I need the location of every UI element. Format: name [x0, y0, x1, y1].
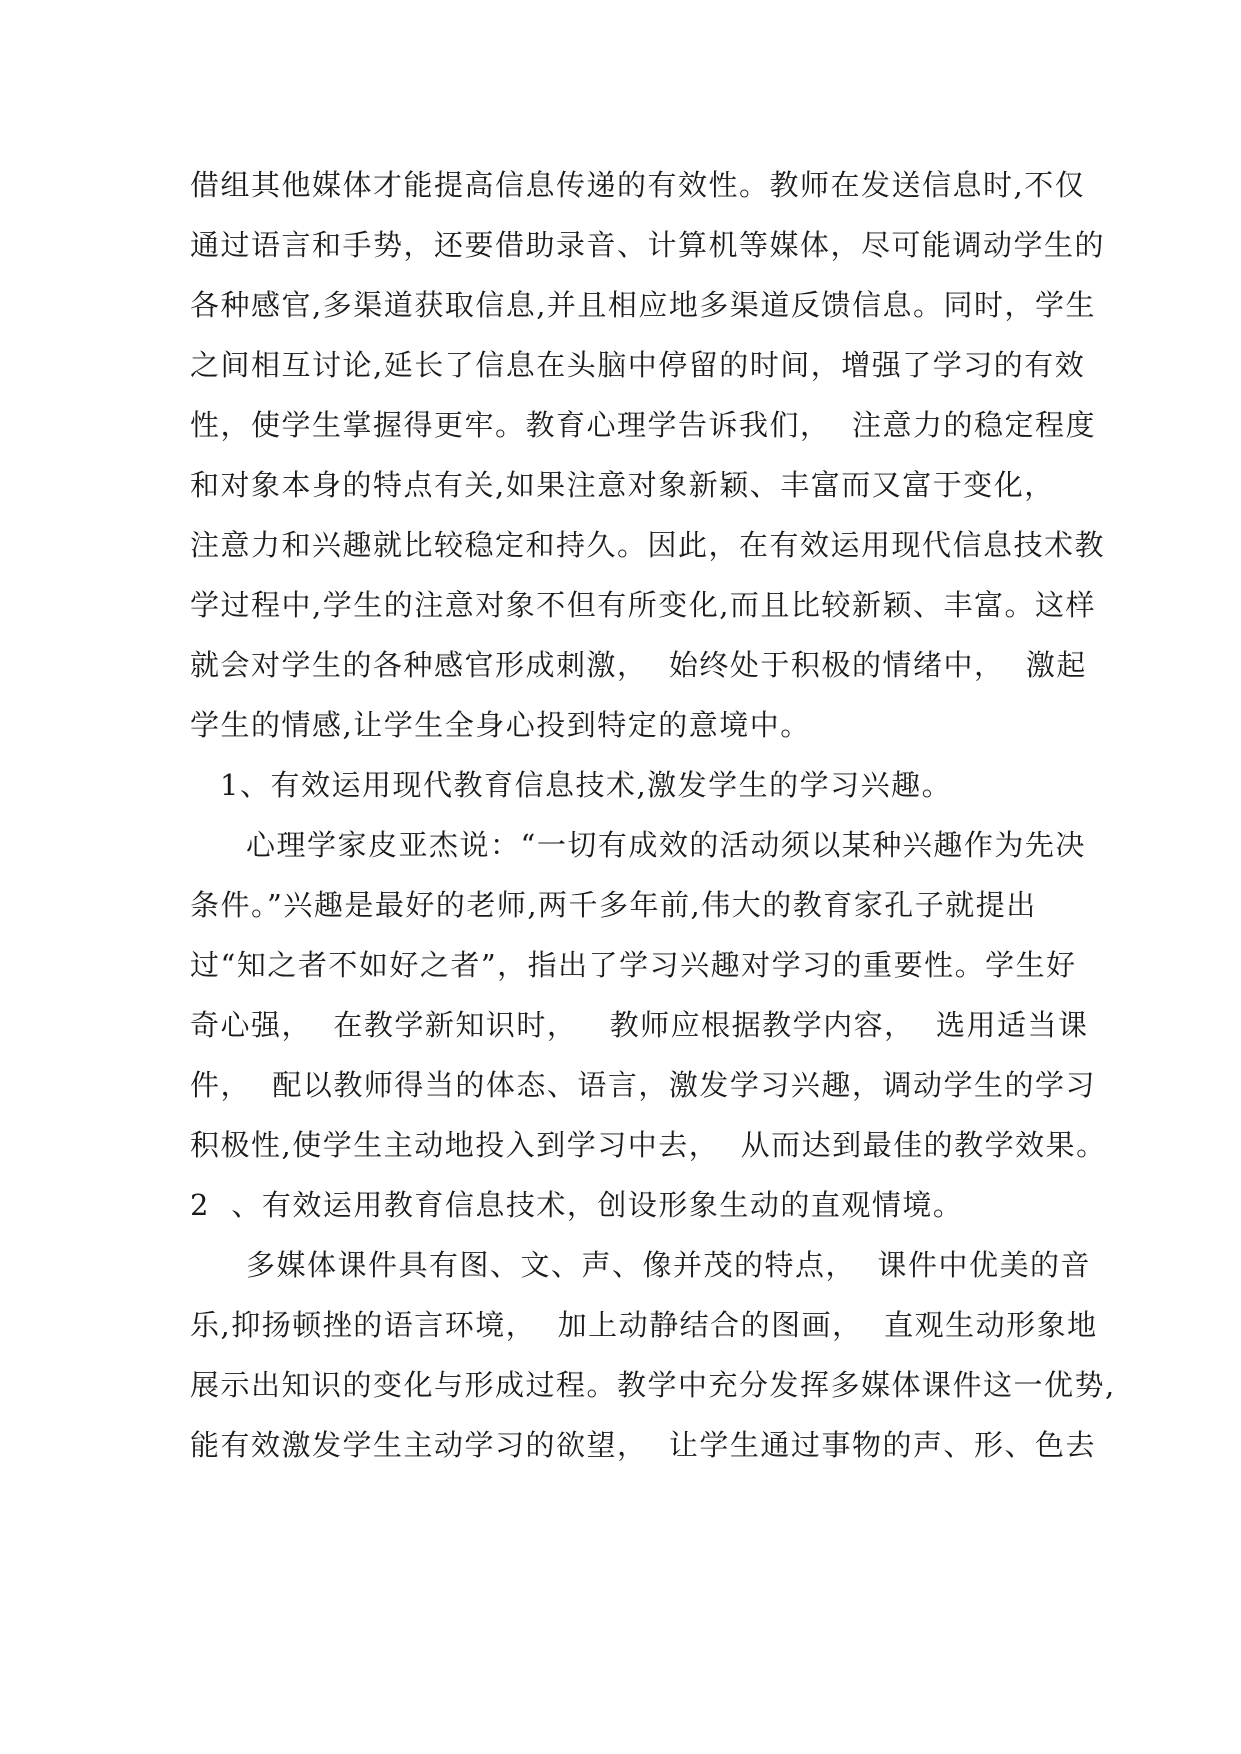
text-line: 积极性,使学生主动地投入到学习中去， 从而达到最佳的教学效果。 — [190, 1128, 1107, 1162]
section-heading-1: 1、有效运用现代教育信息技术,激发学生的学习兴趣。 — [220, 768, 953, 802]
text-line: 过“知之者不如好之者”，指出了学习兴趣对学习的重要性。学生好 — [190, 948, 1077, 982]
text-line: 乐,抑扬顿挫的语言环境， 加上动静结合的图画， 直观生动形象地 — [190, 1308, 1098, 1342]
text-line: 借组其他媒体才能提高信息传递的有效性。教师在发送信息时,不仅 — [190, 168, 1086, 202]
text-line: 能有效激发学生主动学习的欲望， 让学生通过事物的声、形、色去 — [190, 1428, 1096, 1462]
text-line: 心理学家皮亚杰说：“一切有成效的活动须以某种兴趣作为先决 — [246, 828, 1086, 862]
text-line: 件， 配以教师得当的体态、语言，激发学习兴趣，调动学生的学习 — [190, 1068, 1096, 1102]
text-line: 多媒体课件具有图、文、声、像并茂的特点， 课件中优美的音 — [246, 1248, 1091, 1282]
text-line: 学过程中,学生的注意对象不但有所变化,而且比较新颖、丰富。这样 — [190, 588, 1096, 622]
text-line: 展示出知识的变化与形成过程。教学中充分发挥多媒体课件这一优势, — [190, 1368, 1116, 1402]
section-heading-2: 2 、有效运用教育信息技术，创设形象生动的直观情境。 — [190, 1188, 964, 1222]
document-body — [190, 155, 1116, 1475]
text-line: 和对象本身的特点有关,如果注意对象新颖、丰富而又富于变化， — [190, 468, 1055, 502]
text-line: 通过语言和手势，还要借助录音、计算机等媒体，尽可能调动学生的 — [190, 228, 1106, 262]
text-line: 之间相互讨论,延长了信息在头脑中停留的时间，增强了学习的有效 — [190, 348, 1086, 382]
text-line: 条件。”兴趣是最好的老师,两千多年前,伟大的教育家孔子就提出 — [190, 888, 1037, 922]
text-line: 性，使学生掌握得更牢。教育心理学告诉我们， 注意力的稳定程度 — [190, 408, 1096, 442]
text-line: 奇心强， 在教学新知识时， 教师应根据教学内容， 选用适当课 — [190, 1008, 1089, 1042]
text-line: 就会对学生的各种感官形成刺激， 始终处于积极的情绪中， 激起 — [190, 648, 1087, 682]
text-line: 学生的情感,让学生全身心投到特定的意境中。 — [190, 708, 811, 742]
text-line: 各种感官,多渠道获取信息,并且相应地多渠道反馈信息。同时，学生 — [190, 288, 1096, 322]
text-line: 注意力和兴趣就比较稳定和持久。因此，在有效运用现代信息技术教 — [190, 528, 1106, 562]
